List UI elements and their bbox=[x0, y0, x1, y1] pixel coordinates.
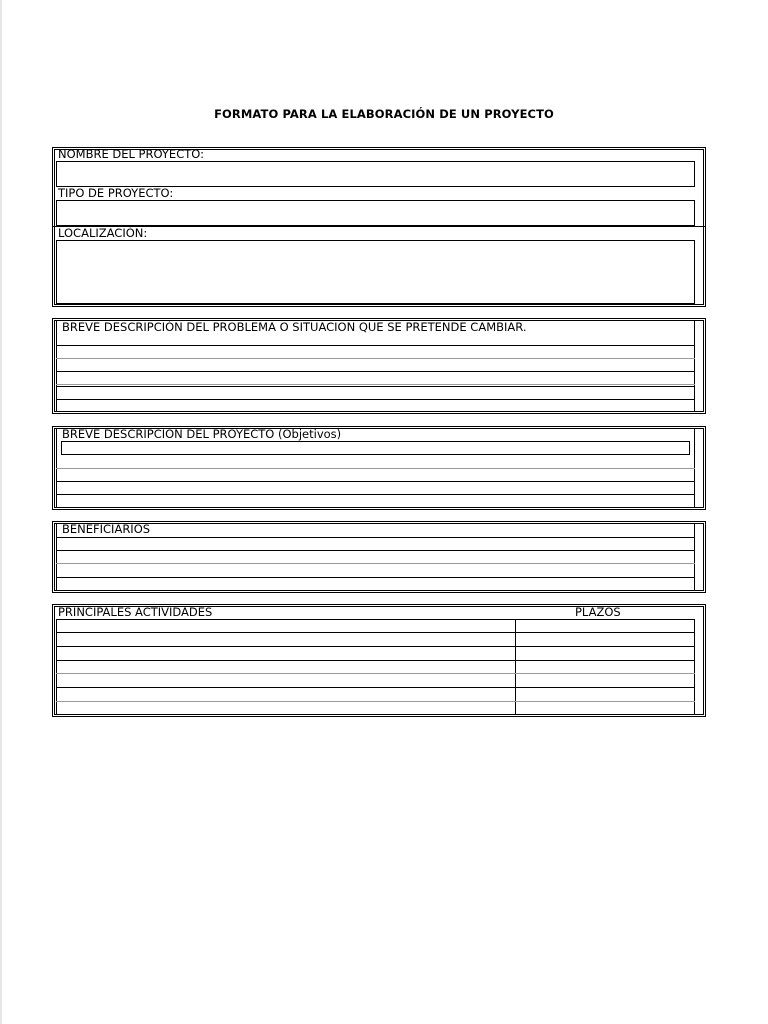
beneficiaries-line bbox=[56, 577, 695, 578]
deadlines-label: PLAZOS bbox=[575, 605, 621, 619]
problem-line bbox=[56, 371, 695, 372]
document-title: FORMATO PARA LA ELABORACIÓN DE UN PROYECTO bbox=[214, 107, 554, 121]
problem-line bbox=[56, 399, 695, 400]
activities-row-line bbox=[56, 646, 695, 647]
beneficiaries-line bbox=[56, 563, 695, 564]
project-name-label: NOMBRE DEL PROYECTO: bbox=[58, 147, 204, 161]
beneficiaries-line bbox=[56, 550, 695, 551]
section-divider bbox=[53, 226, 705, 227]
activities-row-line bbox=[56, 673, 695, 674]
project-description-label: BREVE DESCRIPCION DEL PROYECTO (Objetivos) bbox=[62, 427, 342, 441]
page-edge bbox=[0, 0, 2, 1024]
problem-line bbox=[56, 384, 695, 385]
location-label: LOCALIZACIÓN: bbox=[58, 226, 148, 240]
objectives-line bbox=[56, 481, 695, 482]
project-type-field[interactable] bbox=[56, 200, 695, 226]
objectives-line bbox=[56, 494, 695, 495]
beneficiaries-field[interactable] bbox=[56, 523, 695, 591]
activities-row-line bbox=[56, 687, 695, 688]
beneficiaries-line bbox=[56, 537, 695, 538]
project-name-field[interactable] bbox=[56, 161, 695, 187]
project-type-label: TIPO DE PROYECTO: bbox=[58, 186, 174, 200]
objectives-line bbox=[56, 468, 695, 469]
beneficiaries-label: BENEFICIARIOS bbox=[62, 522, 151, 536]
problem-line bbox=[56, 345, 695, 346]
activities-label: PRINCIPALES ACTIVIDADES bbox=[58, 605, 213, 619]
problem-description-label: BREVE DESCRIPCIÓN DEL PROBLEMA O SITUACION QUE SE PRETENDE CAMBIAR. bbox=[62, 320, 527, 334]
location-field[interactable] bbox=[56, 240, 695, 304]
activities-row-line bbox=[56, 660, 695, 661]
objectives-first-line-field[interactable] bbox=[61, 441, 690, 455]
activities-row-line bbox=[56, 632, 695, 633]
problem-line bbox=[56, 358, 695, 359]
problem-line bbox=[56, 386, 695, 387]
activities-row-line bbox=[56, 701, 695, 702]
